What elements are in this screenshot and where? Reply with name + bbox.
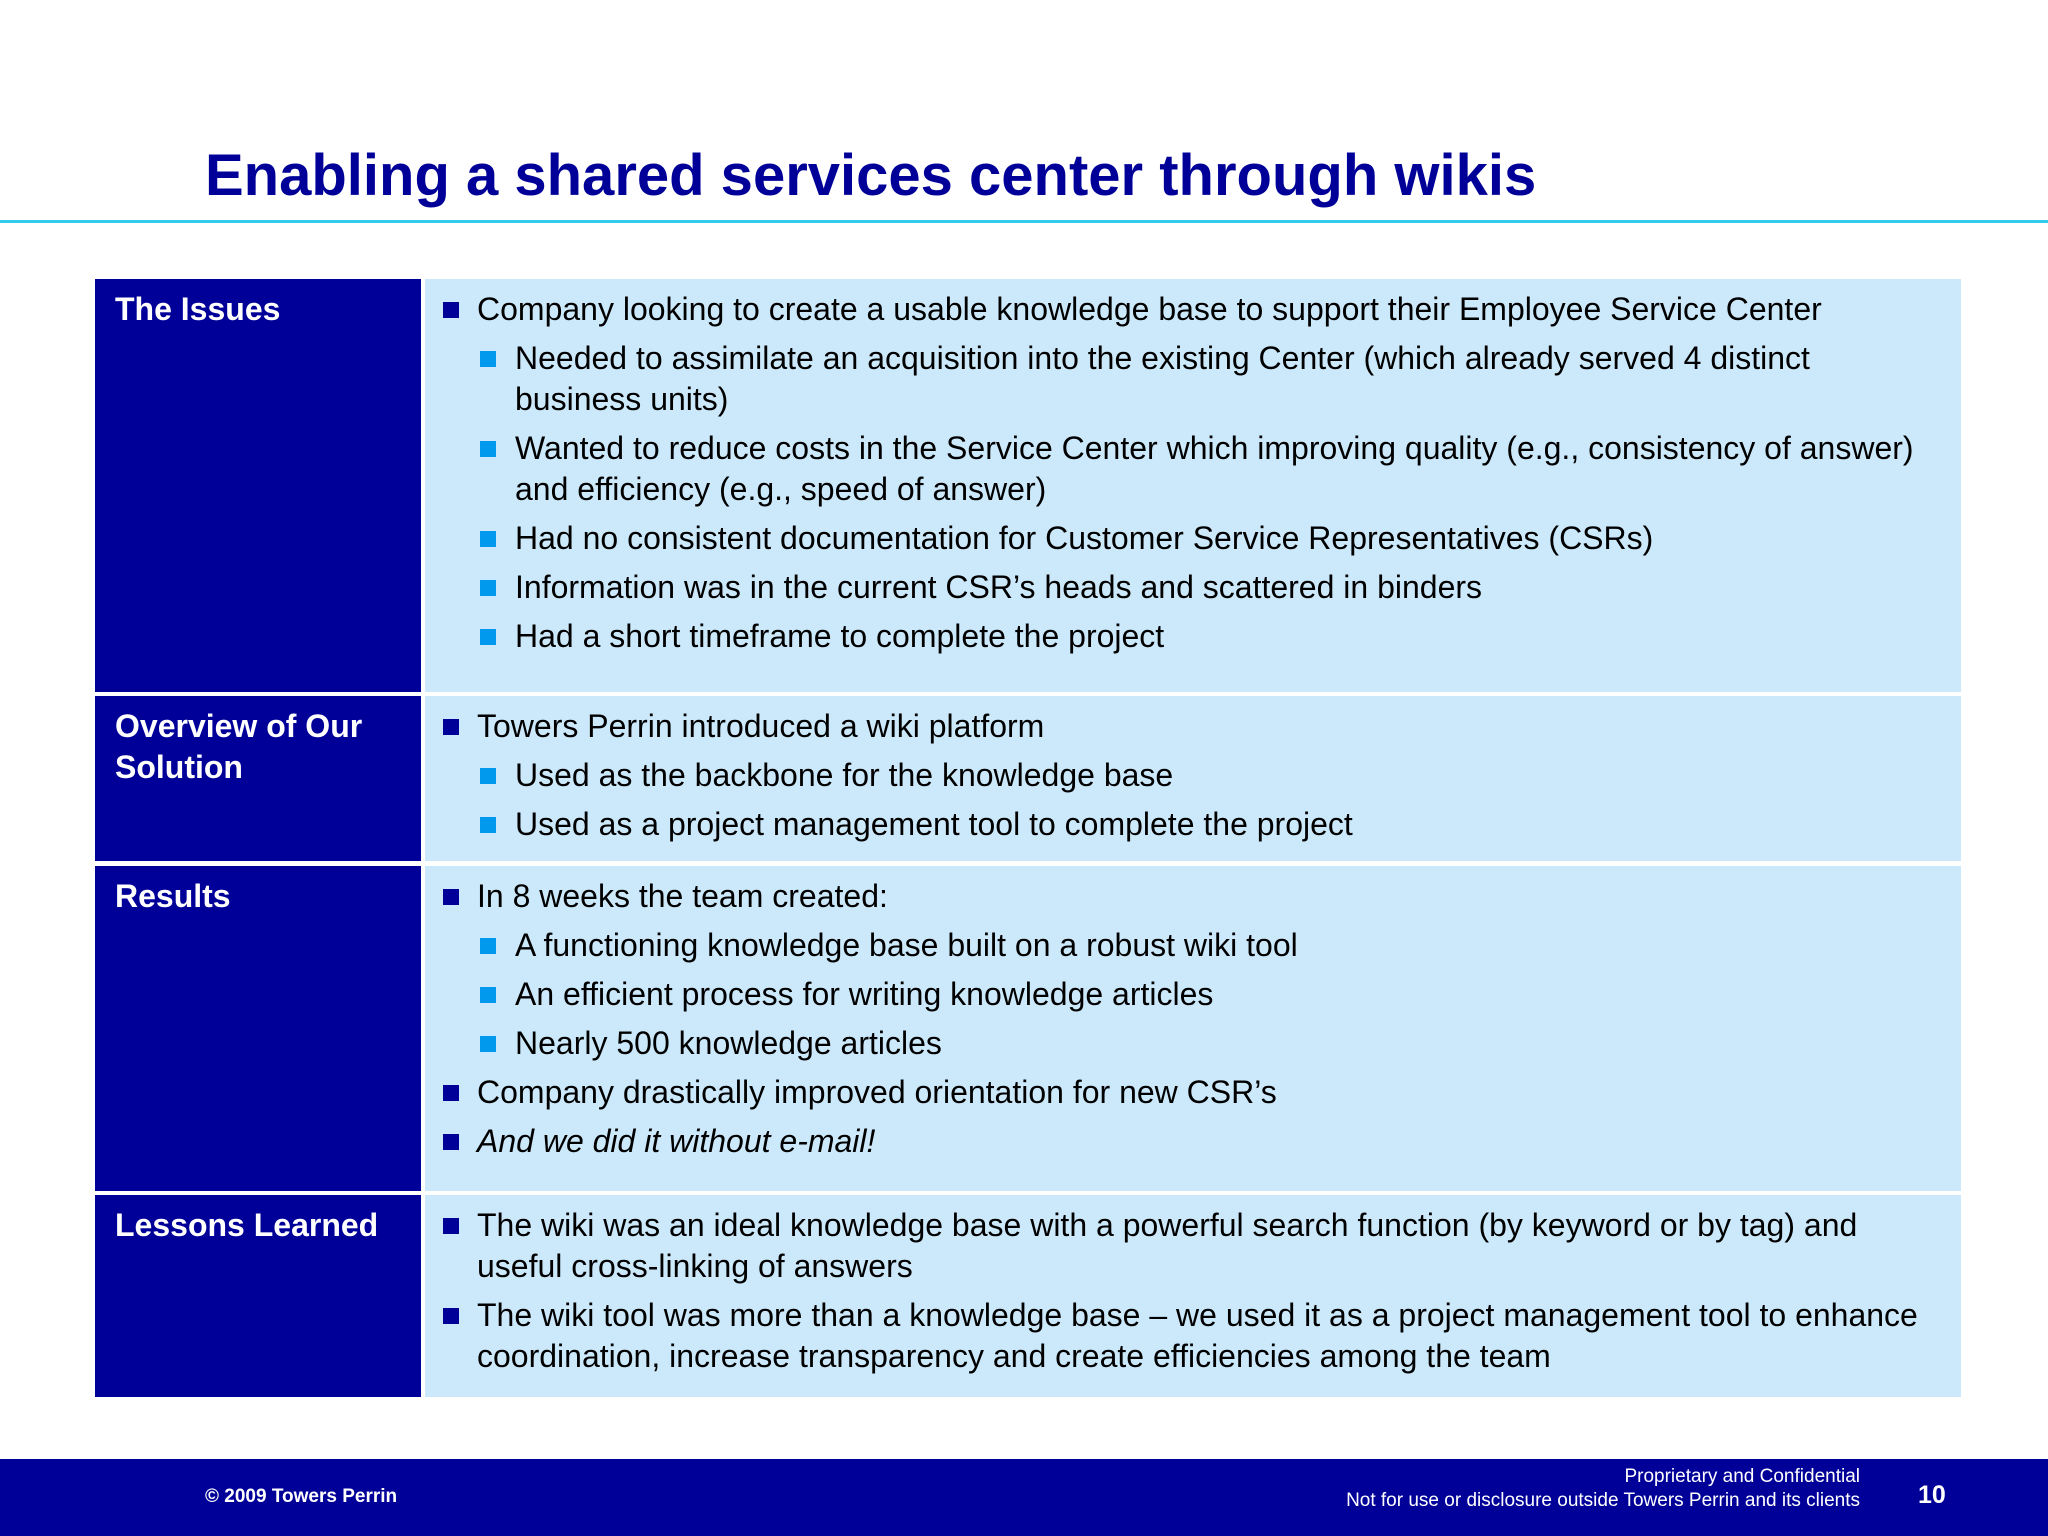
row-label: Overview of Our Solution xyxy=(95,696,421,861)
row-body xyxy=(425,866,1961,1191)
square-bullet-icon xyxy=(480,441,496,457)
bullet-item xyxy=(425,804,1921,845)
copyright-notice: © 2009 Towers Perrin xyxy=(205,1486,398,1507)
square-bullet-icon xyxy=(480,938,496,954)
title-divider xyxy=(0,220,2048,223)
bullet-text: Company looking to create a usable knowledge base to support their Employee Service Center xyxy=(477,291,1822,327)
square-bullet-icon xyxy=(480,580,496,596)
bullet-text: In 8 weeks the team created: xyxy=(477,878,888,914)
bullet-item xyxy=(425,706,1921,747)
square-bullet-icon xyxy=(443,1218,459,1234)
bullet-text: Needed to assimilate an acquisition into the existing Center (which already served 4 distinct business units) xyxy=(515,340,1810,417)
bullet-text: A functioning knowledge base built on a robust wiki tool xyxy=(515,927,1298,963)
square-bullet-icon xyxy=(443,1134,459,1150)
square-bullet-icon xyxy=(480,629,496,645)
row-body xyxy=(425,279,1961,692)
bullet-item xyxy=(425,925,1921,966)
bullet-item xyxy=(425,616,1921,657)
bullet-item xyxy=(425,567,1921,608)
bullet-item xyxy=(425,1121,1921,1162)
bullet-item xyxy=(425,1295,1921,1377)
bullet-text: The wiki tool was more than a knowledge base – we used it as a project management tool to enhance coordination, increase transparency and create efficiencies among the team xyxy=(477,1297,1918,1374)
bullet-text: Used as the backbone for the knowledge base xyxy=(515,757,1174,793)
bullet-item xyxy=(425,1205,1921,1287)
row-label: Results xyxy=(95,866,421,1191)
confidentiality-notice xyxy=(1346,1465,1860,1513)
square-bullet-icon xyxy=(443,1308,459,1324)
bullet-item xyxy=(425,289,1921,330)
bullet-text: Company drastically improved orientation for new CSR’s xyxy=(477,1074,1277,1110)
square-bullet-icon xyxy=(480,351,496,367)
row-results xyxy=(95,866,1961,1191)
slide-title: Enabling a shared services center through wikis xyxy=(205,143,1537,208)
square-bullet-icon xyxy=(480,817,496,833)
bullet-item xyxy=(425,518,1921,559)
bullet-item xyxy=(425,338,1921,420)
square-bullet-icon xyxy=(480,987,496,1003)
row-label: Lessons Learned xyxy=(95,1195,421,1397)
bullet-text: The wiki was an ideal knowledge base with a powerful search function (by keyword or by tag) and useful cross-linking of answers xyxy=(477,1207,1858,1284)
bullet-text: Had no consistent documentation for Customer Service Representatives (CSRs) xyxy=(515,520,1654,556)
square-bullet-icon xyxy=(443,302,459,318)
square-bullet-icon xyxy=(443,719,459,735)
square-bullet-icon xyxy=(480,531,496,547)
square-bullet-icon xyxy=(480,1036,496,1052)
square-bullet-icon xyxy=(480,768,496,784)
bullet-text: Nearly 500 knowledge articles xyxy=(515,1025,942,1061)
disclosure-line: Not for use or disclosure outside Towers Perrin and its clients xyxy=(1346,1490,1860,1511)
row-body xyxy=(425,1195,1961,1397)
row-lessons xyxy=(95,1195,1961,1397)
square-bullet-icon xyxy=(443,1085,459,1101)
bullet-text: Towers Perrin introduced a wiki platform xyxy=(477,708,1045,744)
bullet-item xyxy=(425,876,1921,917)
bullet-text: An efficient process for writing knowledge articles xyxy=(515,976,1214,1012)
bullet-text: And we did it without e-mail! xyxy=(477,1123,876,1159)
bullet-text: Information was in the current CSR’s heads and scattered in binders xyxy=(515,569,1483,605)
page-number: 10 xyxy=(1918,1481,1946,1509)
bullet-item xyxy=(425,755,1921,796)
bullet-text: Wanted to reduce costs in the Service Center which improving quality (e.g., consistency of answer) and efficiency (e.g., speed of answer) xyxy=(515,430,1914,507)
bullet-text: Used as a project management tool to complete the project xyxy=(515,806,1353,842)
row-body xyxy=(425,696,1961,861)
row-solution xyxy=(95,696,1961,861)
row-issues xyxy=(95,279,1961,692)
bullet-item xyxy=(425,428,1921,510)
bullet-item xyxy=(425,1072,1921,1113)
bullet-item xyxy=(425,1023,1921,1064)
square-bullet-icon xyxy=(443,889,459,905)
bullet-item xyxy=(425,974,1921,1015)
confidential-line: Proprietary and Confidential xyxy=(1624,1466,1860,1487)
row-label: The Issues xyxy=(95,279,421,692)
bullet-text: Had a short timeframe to complete the project xyxy=(515,618,1165,654)
footer-bar xyxy=(0,1459,2048,1536)
